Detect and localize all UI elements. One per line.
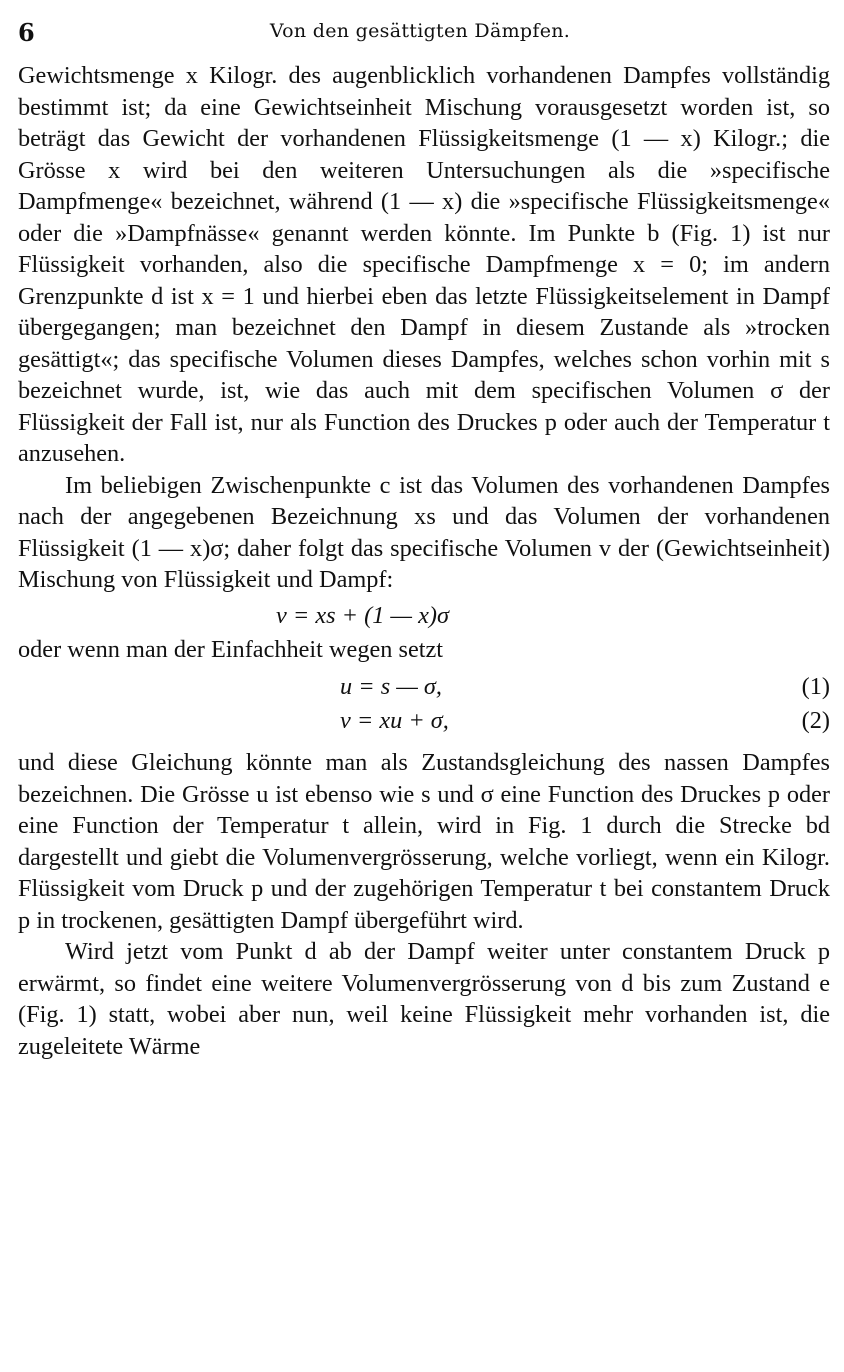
paragraph-3: oder wenn man der Einfachheit wegen setzt [18,635,444,663]
paragraph-5: Wird jetzt vom Punkt d ab der Dampf weiter unter constantem Druck p erwärmt, so findet eine weitere Volumenvergrösserung von d bis zum Zustand e (Fig. 1) statt, wobei aber nun, weil keine Flüssigkeit mehr vorhanden ist, die zugeleitete Wärme [18,938,830,1060]
page-number: 6 [18,18,35,47]
paragraph-4: und diese Gleichung könnte man als Zustandsgleichung des nassen Dampfes bezeichnen. Die Grösse u ist ebenso wie s und σ eine Function des Druckes p oder eine Function der Temperatur t allein, wird in Fig. 1 durch die Strecke bd dargestellt und giebt die Volumenvergrösserung, welche vorliegt, wenn ein Kilogr. Flüssigkeit vom Druck p und der zugehörigen Temperatur t bei constantem Druck p in trockenen, gesättigten Dampf übergeführt wird. [18,749,830,934]
page-header [18,18,822,48]
running-title: Von den gesättigten Dämpfen. [269,20,571,42]
equation-number: (2) [801,707,830,734]
equation-formula: u = s — σ, [340,673,442,700]
paragraph-1: Gewichtsmenge x Kilogr. des augenblicklich vorhandenen Dampfes vollständig bestimmt ist; da eine Gewichtseinheit Mischung vorausgesetzt worden ist, so beträgt das Gewicht der vorhandenen Flüssigkeitsmenge (1 — x) Kilogr.; die Grösse x wird bei den weiteren Untersuchungen als die »specifische Dampfmenge« bezeichnet, während (1 — x) die »specifische Flüssigkeitsmenge« oder die »Dampfnässe« genannt werden könnte. Im Punkte b (Fig. 1) ist nur Flüssigkeit vorhanden, also die specifische Dampfmenge x = 0; im andern Grenzpunkte d ist x = 1 und hierbei eben das letzte Flüssigkeitselement in Dampf übergegangen; man bezeichnet den Dampf in diesem Zustande als »trocken gesättigt«; das specifische Volumen dieses Dampfes, welches schon vorhin mit s bezeichnet wurde, ist, wie das auch mit dem specifischen Volumen σ der Flüssigkeit der Fall ist, nur als Function des Druckes p oder auch der Temperatur t anzusehen. [18,62,830,467]
page-body [18,60,830,1062]
equation-formula: v = xs + (1 — x)σ [276,601,449,629]
equation-1 [18,671,830,705]
equation-formula: v = xu + σ, [340,707,449,734]
equation-number: (1) [801,673,830,700]
equation-2 [18,705,830,739]
paragraph-2: Im beliebigen Zwischenpunkte c ist das Volumen des vorhandenen Dampfes nach der angegebenen Bezeichnung xs und das Volumen der vorhandenen Flüssigkeit (1 — x)σ; daher folgt das specifische Volumen v der (Gewichtseinheit) Mischung von Flüssigkeit und Dampf: [18,471,830,593]
equation-v [18,600,830,634]
